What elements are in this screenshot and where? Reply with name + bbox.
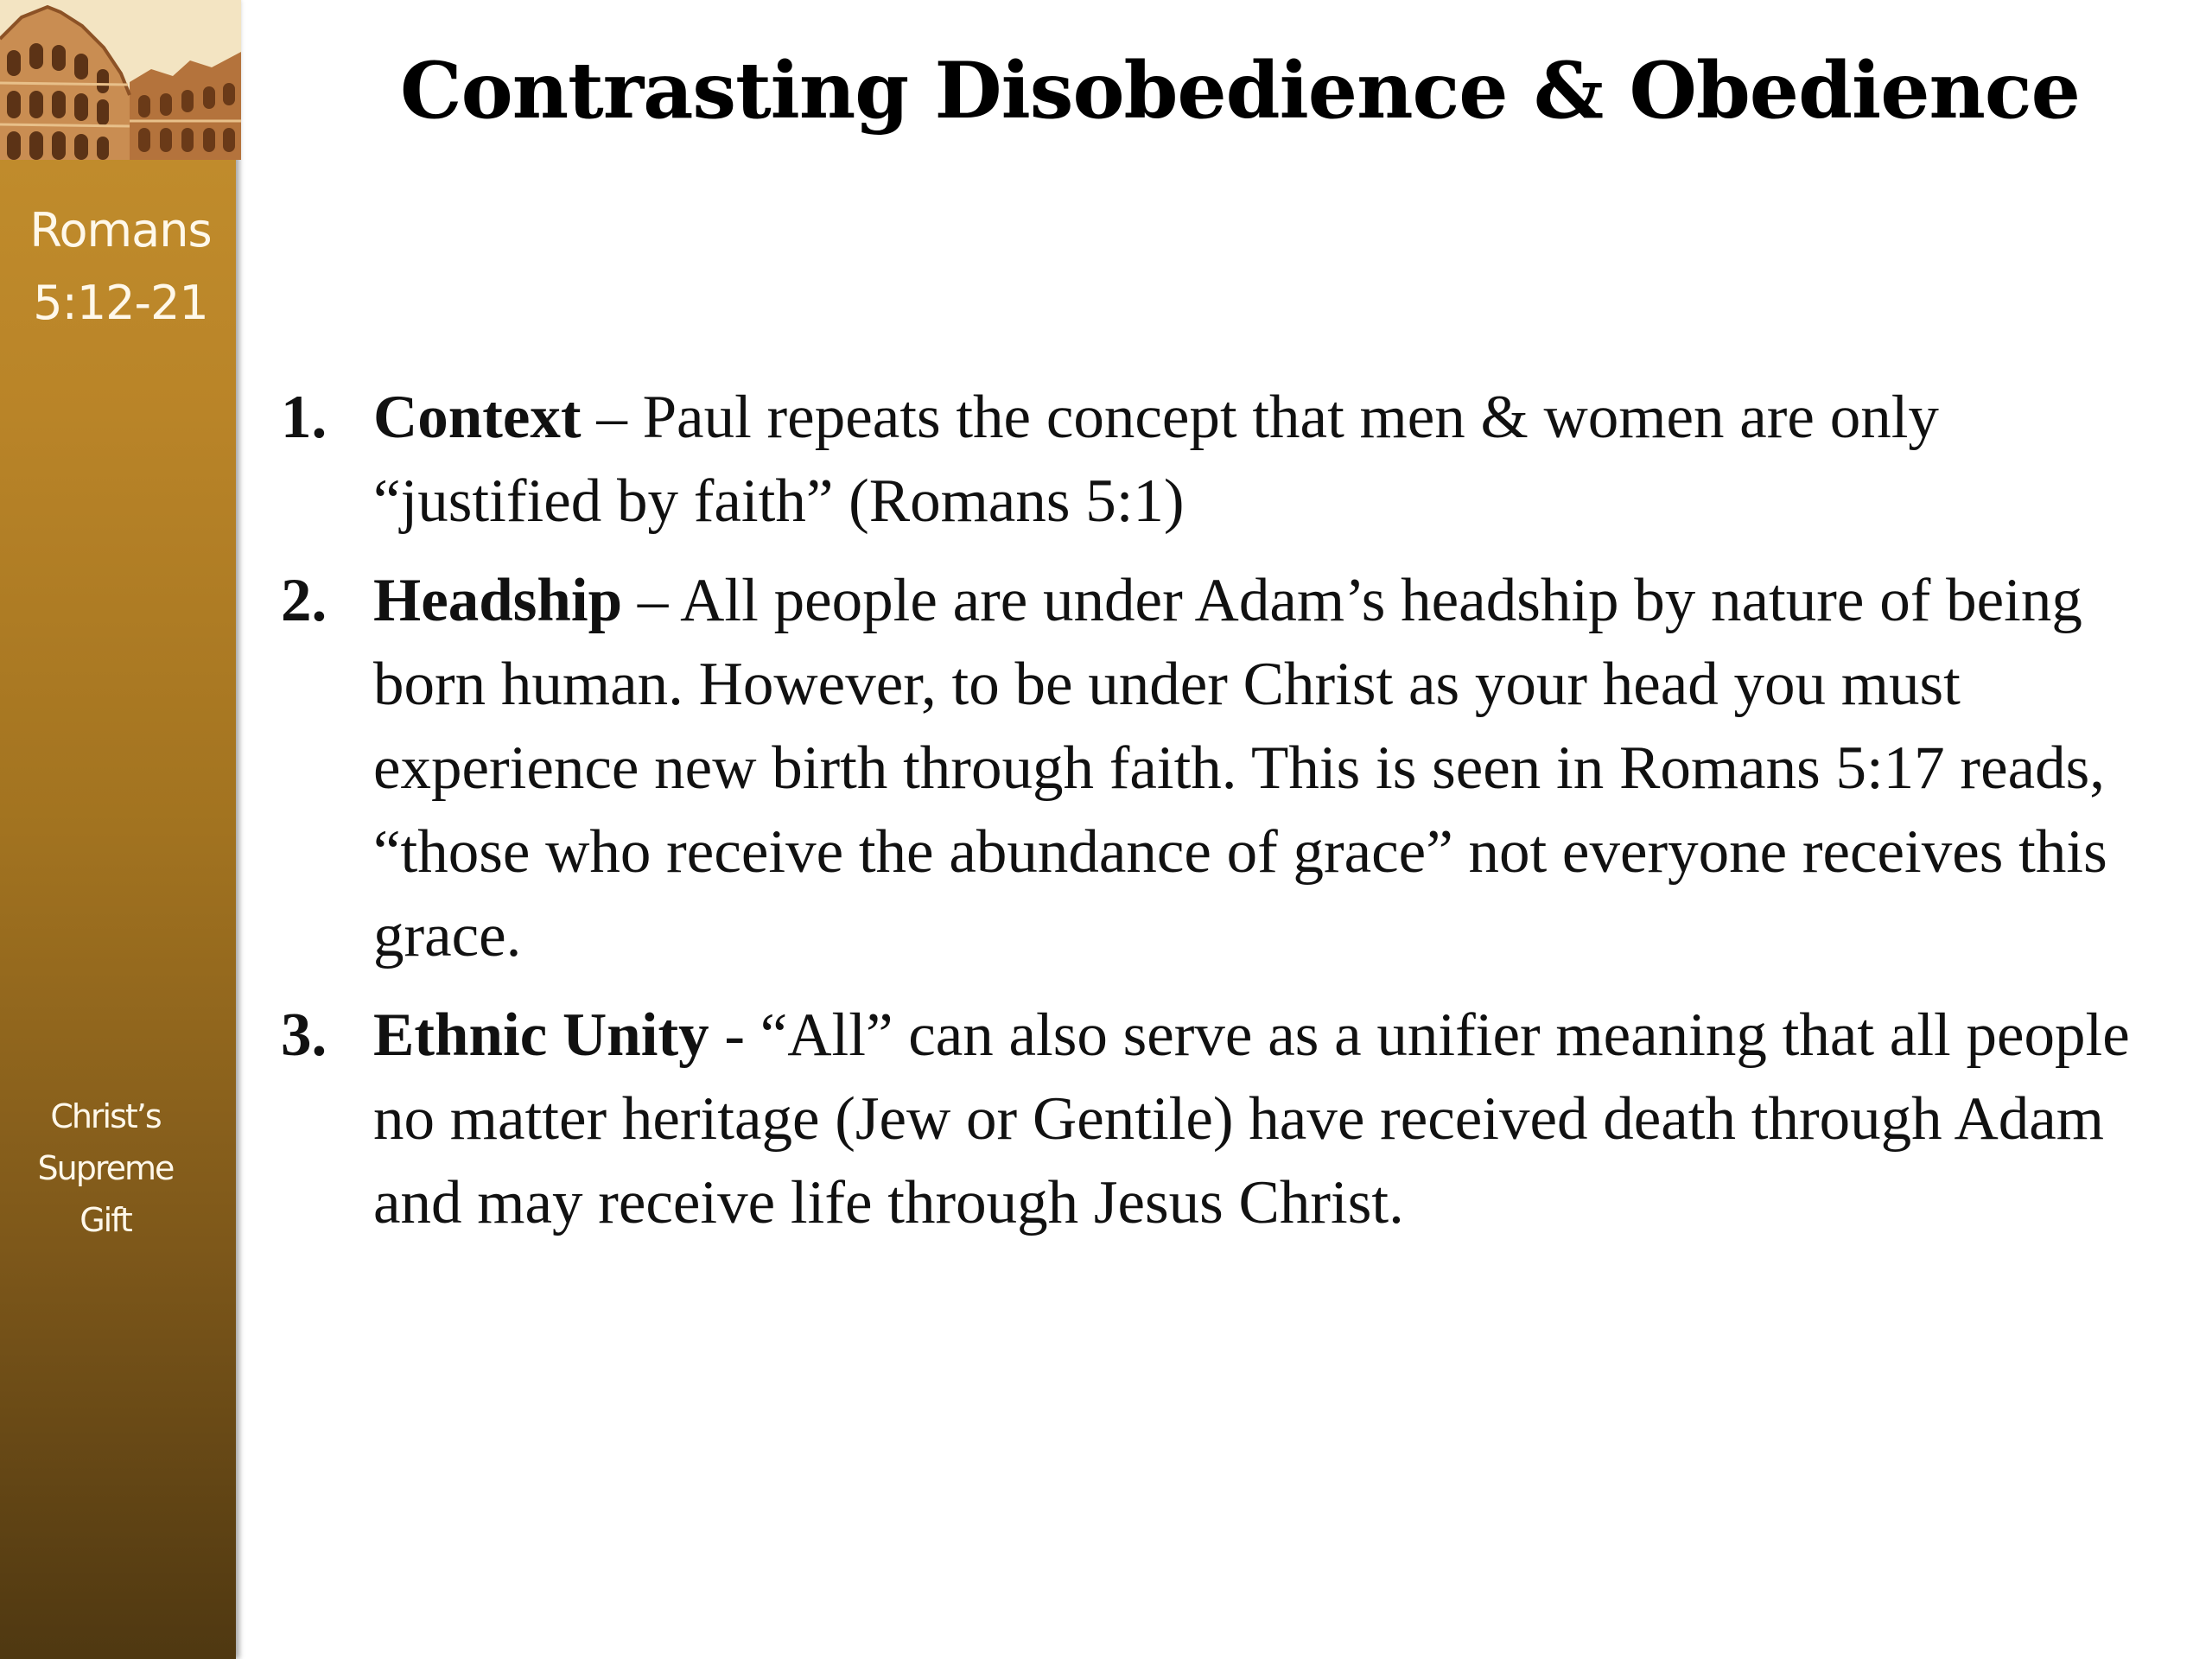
subtitle-line: Christ’s <box>50 1097 161 1135</box>
subtitle-line: Supreme <box>37 1149 174 1187</box>
item-number: 1. <box>281 384 327 451</box>
colosseum-image <box>0 0 241 160</box>
item-separator: – <box>622 567 681 634</box>
slide-title: Contrasting Disobedience & Obedience <box>400 45 2080 137</box>
item-separator: – <box>581 384 643 451</box>
point-list <box>281 376 2164 1261</box>
item-text: All people are under Adam’s headship by nature of being born human. However, to be under Christ as your head you must experience new birth through faith. This is seen in Romans 5:17 reads, “those who receive the abundance of grace” not everyone receives this grace. <box>373 567 2107 969</box>
item-number: 3. <box>281 1001 327 1069</box>
subtitle-line: Gift <box>79 1201 131 1239</box>
item-term: Headship <box>373 567 623 634</box>
list-item-ethnic-unity <box>281 994 2164 1245</box>
scripture-book: Romans <box>29 203 212 257</box>
item-text: Paul repeats the concept that men & women are only “justified by faith” (Romans 5:1) <box>373 384 1939 535</box>
item-text: “All” can also serve as a unifier meaning that all people no matter heritage (Jew or Gentile) have received death through Adam and may receive life through Jesus Christ. <box>373 1001 2130 1236</box>
item-term: Context <box>373 384 582 451</box>
scripture-verses: 5:12-21 <box>33 276 208 330</box>
list-item-headship <box>281 559 2164 978</box>
item-separator: - <box>709 1001 760 1069</box>
colosseum-illustration <box>0 0 241 160</box>
list-item-context <box>281 376 2164 543</box>
item-number: 2. <box>281 567 327 634</box>
item-term: Ethnic Unity <box>373 1001 709 1069</box>
sidebar <box>0 0 236 1659</box>
series-subtitle <box>0 1090 211 1246</box>
scripture-reference <box>0 194 241 340</box>
